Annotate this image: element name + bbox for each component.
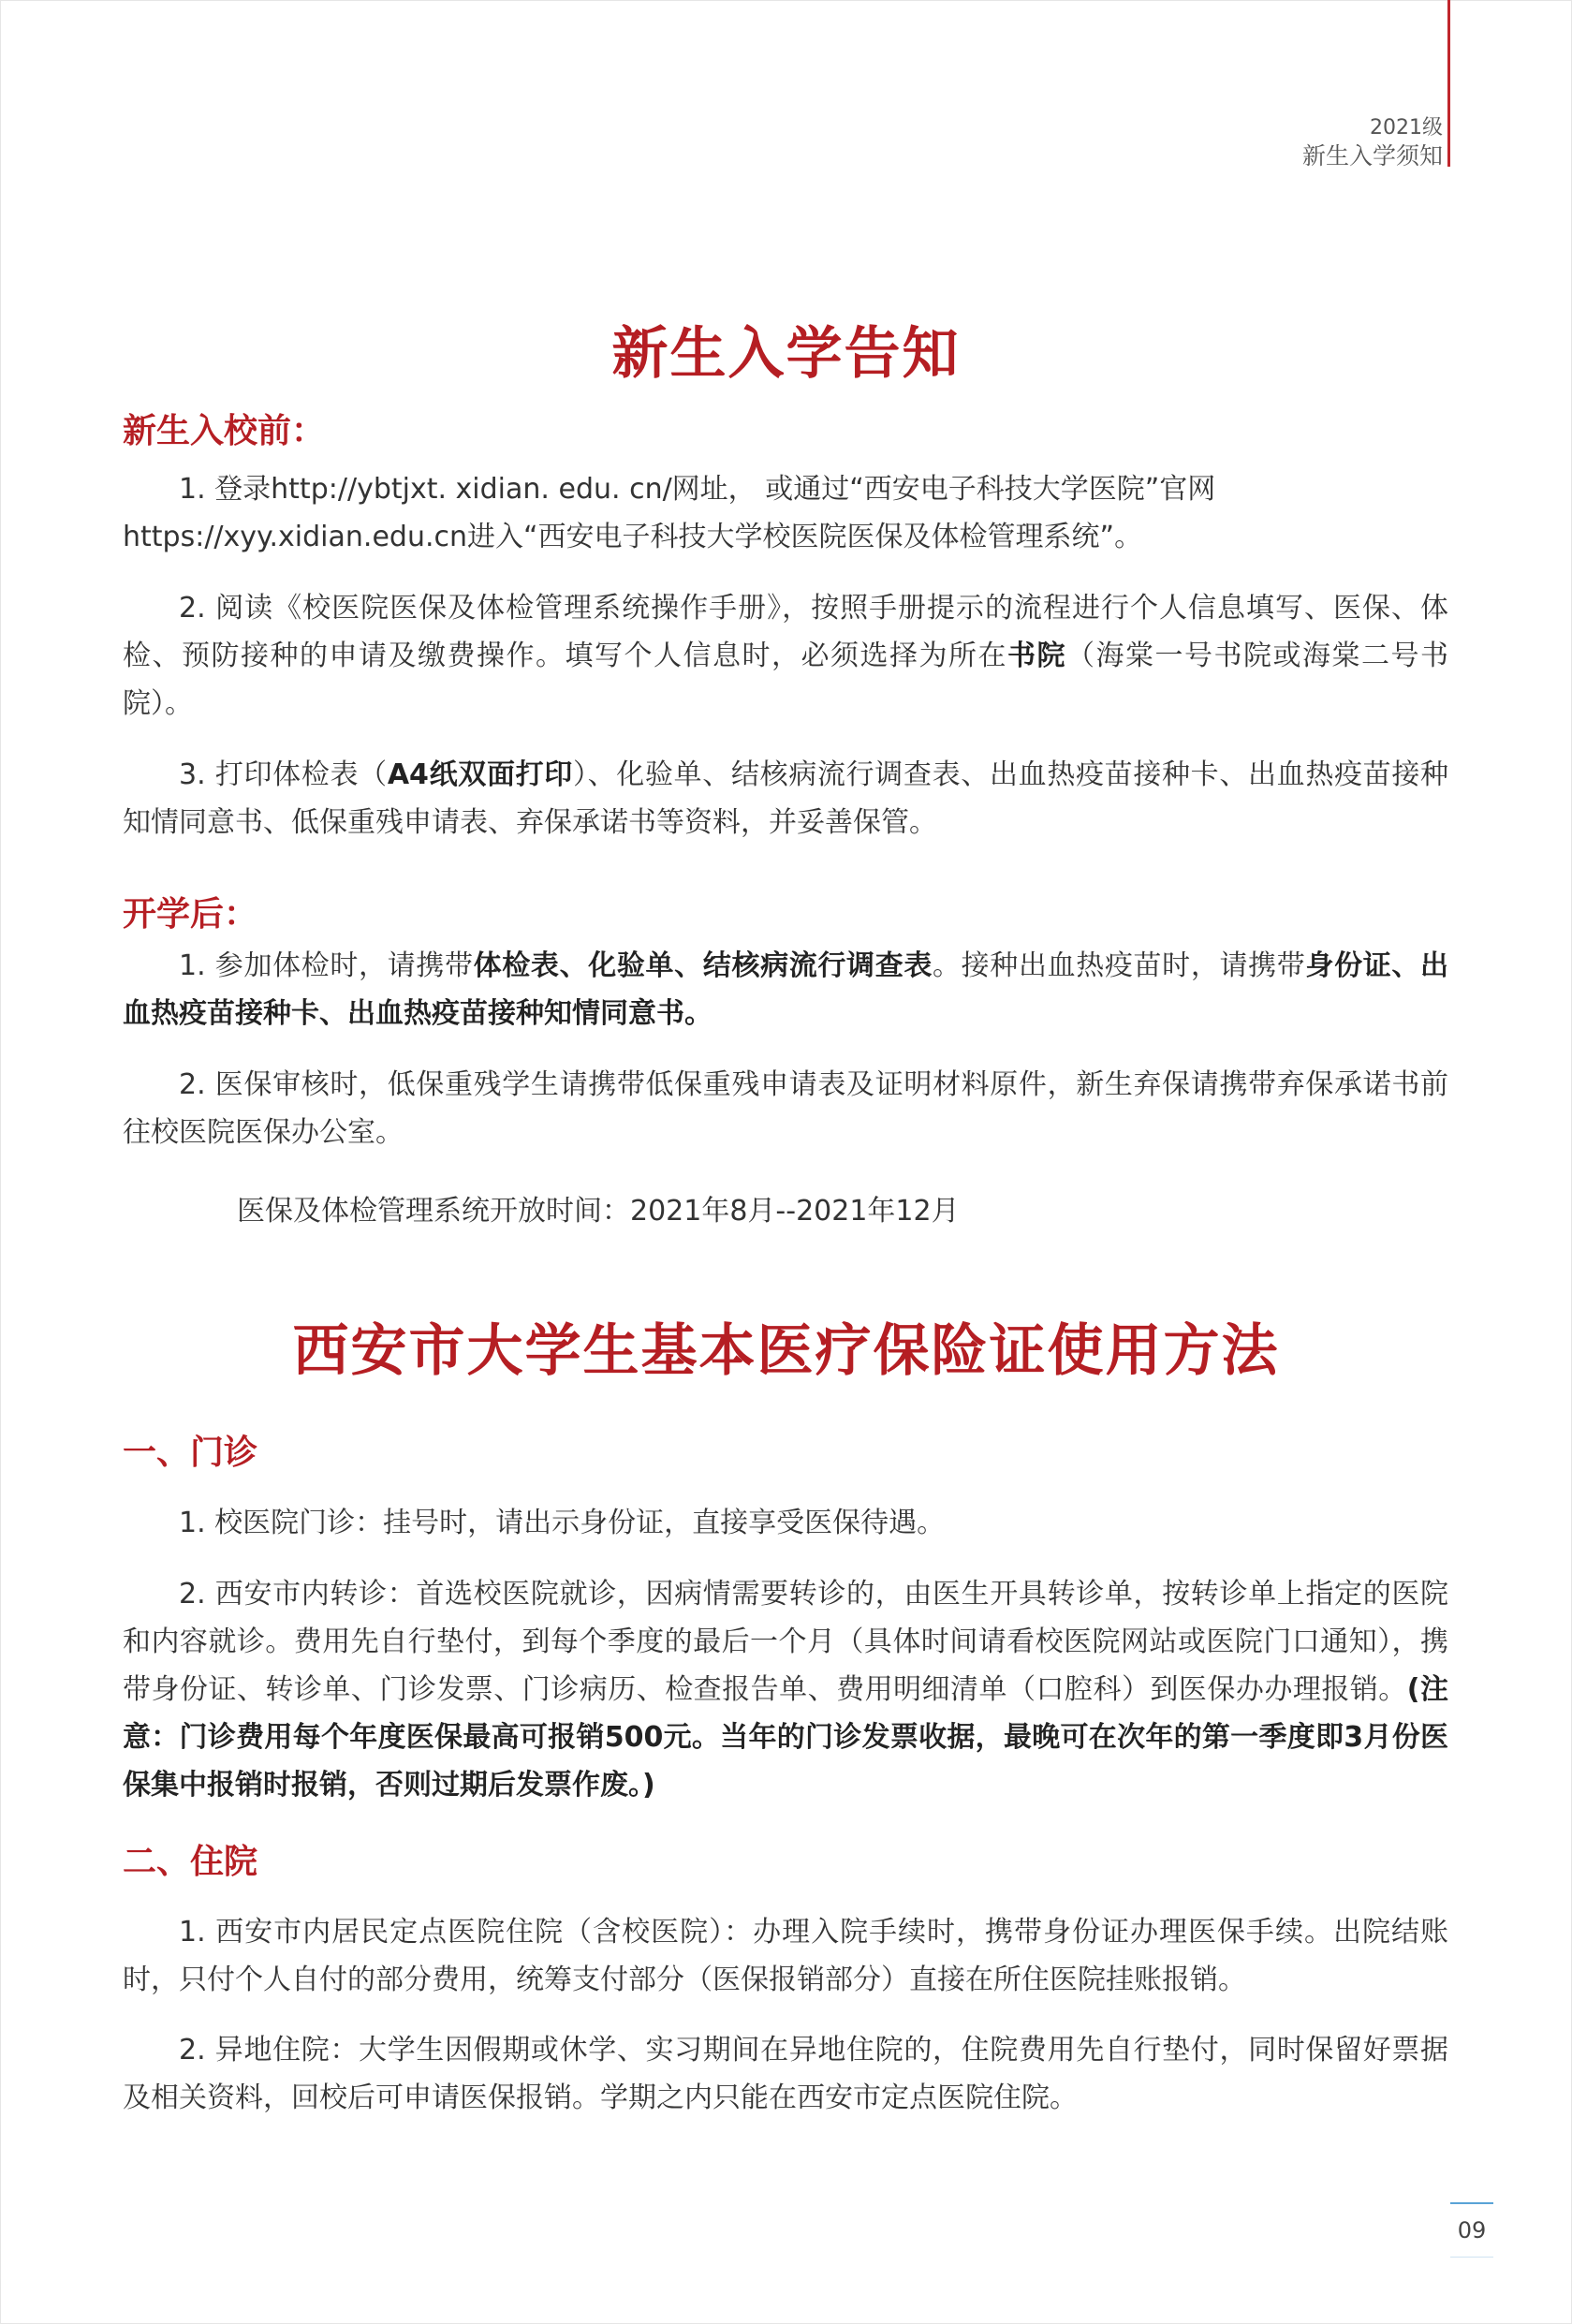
page-header bbox=[1302, 114, 1443, 170]
after-item-1-end: 。 bbox=[684, 997, 713, 1030]
page-number: 09 bbox=[1450, 2202, 1493, 2258]
outpatient-item-2 bbox=[123, 1570, 1448, 1809]
before-item-3-bold: A4纸双面打印 bbox=[387, 758, 573, 791]
heading-after-enrollment: 开学后： bbox=[123, 895, 258, 934]
inpatient-item-1: 1. 西安市内居民定点医院住院（含校医院）：办理入院手续时，携带身份证办理医保手续。出院结账时，只付个人自付的部分费用，统筹支付部分（医保报销部分）直接在所住医院挂账报销。 bbox=[123, 1916, 1448, 1996]
outpatient-item-1: 1. 校医院门诊：挂号时，请出示身份证，直接享受医保待遇。 bbox=[179, 1507, 946, 1539]
header-year: 2021级 bbox=[1370, 116, 1443, 140]
header-title: 新生入学须知 bbox=[1301, 142, 1443, 169]
before-item-2-text: 2. 阅读《校医院医保及体检管理系统操作手册》，按照手册提示的流程进行个人信息填写、医保、体检、预防接种的申请及缴费操作。填写个人信息时，必须选择为所在 bbox=[123, 592, 1448, 672]
system-open-time: 医保及体检管理系统开放时间：2021年8月--2021年12月 bbox=[237, 1195, 960, 1228]
before-item-2-bold: 书院 bbox=[1007, 640, 1066, 672]
after-item-1-text-mid: 。接种出血热疫苗时，请携带 bbox=[933, 949, 1306, 982]
title-insurance-usage: 西安市大学生基本医疗保险证使用方法 bbox=[292, 1318, 1280, 1384]
before-item-2-text-end: （海棠一号书院或海棠二号书院）。 bbox=[123, 640, 1448, 720]
inpatient-item-2: 2. 异地住院：大学生因假期或休学、实习期间在异地住院的，住院费用先自行垫付，同时保留好票据及相关资料，回校后可申请医保报销。学期之内只能在西安市定点医院住院。 bbox=[123, 2034, 1448, 2114]
before-item-3 bbox=[123, 751, 1448, 846]
before-item-2 bbox=[123, 584, 1448, 728]
after-item-2: 2. 医保审核时，低保重残学生请携带低保重残申请表及证明材料原件，新生弃保请携带弃保承诺书前往校医院医保办公室。 bbox=[123, 1068, 1448, 1149]
heading-outpatient: 一、门诊 bbox=[123, 1434, 258, 1472]
after-item-1 bbox=[123, 942, 1448, 1037]
outpatient-item-2-text: 2. 西安市内转诊：首选校医院就诊，因病情需要转诊的，由医生开具转诊单，按转诊单上指定的医院和内容就诊。费用先自行垫付，到每个季度的最后一个月（具体时间请看校医院网站或医院门口通知），携带身份证、转诊单、门诊发票、门诊病历、检查报告单、费用明细清单（口腔科）到医保办办理报销。 bbox=[123, 1578, 1448, 1706]
heading-before-enrollment: 新生入校前： bbox=[123, 412, 326, 450]
before-item-1 bbox=[123, 465, 1448, 561]
heading-inpatient: 二、住院 bbox=[123, 1843, 258, 1881]
before-item-3-text-end: ）、化验单、结核病流行调查表、出血热疫苗接种卡、出血热疫苗接种知情同意书、低保重残申请表、弃保承诺书等资料，并妥善保管。 bbox=[123, 758, 1448, 839]
before-item-1-line2: https://xyy.xidian.edu.cn进入“西安电子科技大学校医院医保及体检管理系统”。 bbox=[123, 521, 1143, 553]
after-item-1-bold-b: 身份证、出血热疫苗接种卡、出血热疫苗接种知情同意书 bbox=[123, 949, 1449, 1030]
title-new-student-notice: 新生入学告知 bbox=[611, 321, 961, 387]
outpatient-item-2-note: (注意：门诊费用每个年度医保最高可报销500元。当年的门诊发票收据，最晚可在次年的第一季度即3月份医保集中报销时报销，否则过期后发票作废。) bbox=[123, 1673, 1448, 1802]
after-item-1-bold-a: 体检表、化验单、结核病流行调查表 bbox=[473, 949, 933, 982]
after-item-1-text: 1. 参加体检时，请携带 bbox=[179, 949, 474, 982]
before-item-1-line1: 1. 登录http://ybtjxt. xidian. edu. cn/网址， 或通过“西安电子科技大学医院”官网 bbox=[179, 473, 1216, 506]
header-rule bbox=[1447, 0, 1450, 167]
before-item-3-text: 3. 打印体检表（ bbox=[179, 758, 388, 791]
